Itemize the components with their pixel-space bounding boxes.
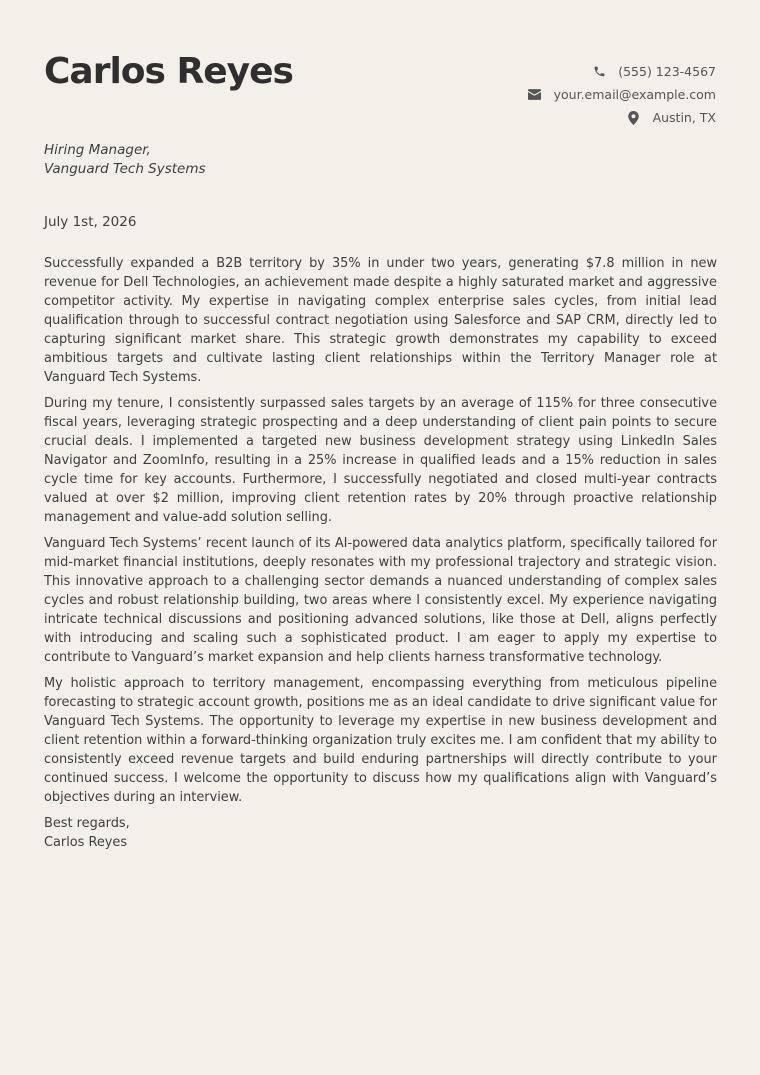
letter-body (44, 254, 717, 852)
envelope-icon (528, 88, 542, 102)
body-paragraph: Vanguard Tech Systems’ recent launch of its AI-powered data analytics platform, specifically tailored for mid-market financial institutions, deeply resonates with my professional trajectory and strategic vision. This innovative approach to a challenging sector demands a nuanced understanding of complex sales cycles and robust relationship building, two areas where I consistently excel. My experience navigating intricate technical discussions and positioning advanced solutions, like those at Dell, aligns perfectly with introducing and scaling such a sophisticated product. I am eager to apply my expertise to contribute to Vanguard’s market expansion and help clients harness transformative technology. (44, 536, 717, 665)
closing-block (44, 814, 717, 852)
contact-location (528, 106, 716, 129)
location-text: Austin, TX (652, 109, 716, 125)
closing-signature: Carlos Reyes (44, 835, 128, 850)
contact-phone (528, 60, 716, 83)
body-paragraph: During my tenure, I consistently surpassed sales targets by an average of 115% for three consecutive fiscal years, leveraging strategic prospecting and a deep understanding of client pain points to secure crucial deals. I implemented a targeted new business development strategy using LinkedIn Sales Navigator and ZoomInfo, resulting in a 25% increase in qualified leads and a 15% reduction in sales cycle time for key accounts. Furthermore, I successfully negotiated and closed multi-year contracts valued at over $2 million, improving client retention rates by 20% through proactive relationship management and value-add solution selling. (44, 396, 717, 525)
phone-icon (592, 65, 606, 79)
applicant-name: Carlos Reyes (44, 51, 293, 92)
contact-email (528, 83, 716, 106)
contact-info (528, 60, 716, 129)
letter-header (44, 0, 716, 140)
recipient-block (44, 141, 206, 179)
letter-date: July 1st, 2026 (44, 214, 137, 230)
map-pin-icon (627, 111, 641, 125)
body-paragraph: Successfully expanded a B2B territory by 35% in under two years, generating $7.8 million in new revenue for Dell Technologies, an achievement made despite a highly saturated market and aggressive competitor activity. My expertise in navigating complex enterprise sales cycles, from initial lead qualification through to successful contract negotiation using Salesforce and SAP CRM, directly led to capturing significant market share. This strategic growth demonstrates my capability to exceed ambitious targets and cultivate lasting client relationships within the Territory Manager role at Vanguard Tech Systems. (44, 256, 717, 385)
phone-text: (555) 123-4567 (618, 63, 716, 79)
body-paragraph: My holistic approach to territory management, encompassing everything from meticulous pipeline forecasting to strategic account growth, positions me as an ideal candidate to drive significant value for Vanguard Tech Systems. The opportunity to leverage my expertise in new business development and client retention within a forward-thinking organization truly excites me. I am confident that my ability to consistently exceed revenue targets and build enduring partnerships will directly contribute to your continued success. I welcome the opportunity to discuss how my qualifications align with Vanguard’s objectives during an interview. (44, 676, 717, 805)
recipient-title: Hiring Manager, (44, 142, 151, 158)
recipient-company: Vanguard Tech Systems (44, 161, 206, 177)
closing-salutation: Best regards, (44, 816, 130, 831)
email-text: your.email@example.com (553, 86, 716, 102)
